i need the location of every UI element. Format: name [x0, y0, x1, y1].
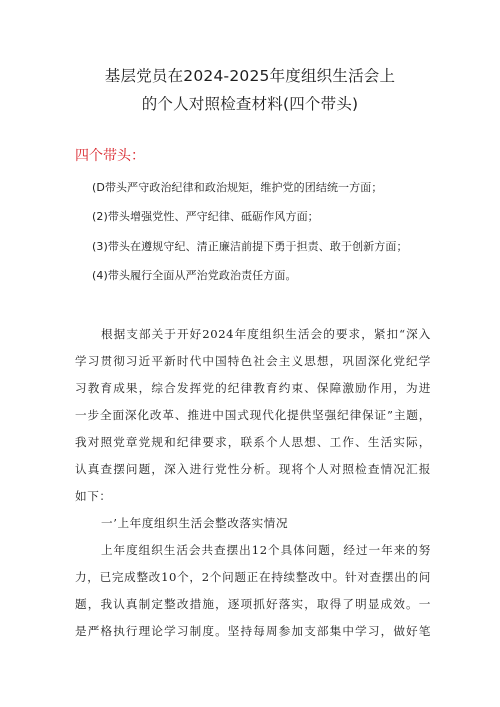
paragraph-1-line: 习教育成果，综合发挥党的纪律教育约束、保障激励作用，为进 — [75, 381, 431, 395]
paragraph-2-line: 力，已完成整改10个，2个问题正在持续整改中。针对查摆出的问 — [75, 570, 431, 584]
section-heading-four-leads: 四个带头： — [75, 148, 145, 164]
document-title-line-1: 基层党员在2024-2025年度组织生活会上 — [104, 67, 396, 85]
paragraph-1-line: 一步全面深化改革、推进中国式现代化提供坚强纪律保证”主题， — [75, 408, 431, 422]
document-title-line-2: 的个人对照检查材料(四个带头) — [141, 95, 359, 113]
list-item: (D带头严守政治纪律和政治规矩，维护党的团结统一方面； — [92, 181, 383, 194]
paragraph-2-line: 是严格执行理论学习制度。坚持每周参加支部集中学习，做好笔 — [75, 624, 431, 638]
paragraph-1-line: 我对照党章党规和纪律要求，联系个人思想、工作、生活实际， — [75, 435, 431, 449]
list-item: (2)带头增强党性、严守纪律、砥砺作风方面； — [92, 210, 319, 223]
paragraph-1-line: 学习贯彻习近平新时代中国特色社会主义思想，巩固深化党纪学 — [75, 354, 431, 368]
list-item: (4)带头履行全面从严治党政治责任方面。 — [92, 269, 297, 282]
subheading-rectification: 一’上年度组织生活会整改落实情况 — [101, 516, 289, 530]
paragraph-2-line: 上年度组织生活会共查摆出12个具体问题，经过一年来的努 — [101, 543, 431, 557]
paragraph-1-line: 如下： — [75, 489, 112, 503]
paragraph-2-line: 题，我认真制定整改措施，逐项抓好落实，取得了明显成效。一 — [75, 597, 431, 611]
paragraph-1-line: 根据支部关于开好2024年度组织生活会的要求，紧扣“深入 — [101, 327, 431, 341]
paragraph-1-line: 认真查摆问题，深入进行党性分析。现将个人对照检查情况汇报 — [75, 462, 431, 476]
list-item: (3)带头在遵规守纪、清正廉洁前提下勇于担责、敢于创新方面； — [92, 240, 408, 253]
